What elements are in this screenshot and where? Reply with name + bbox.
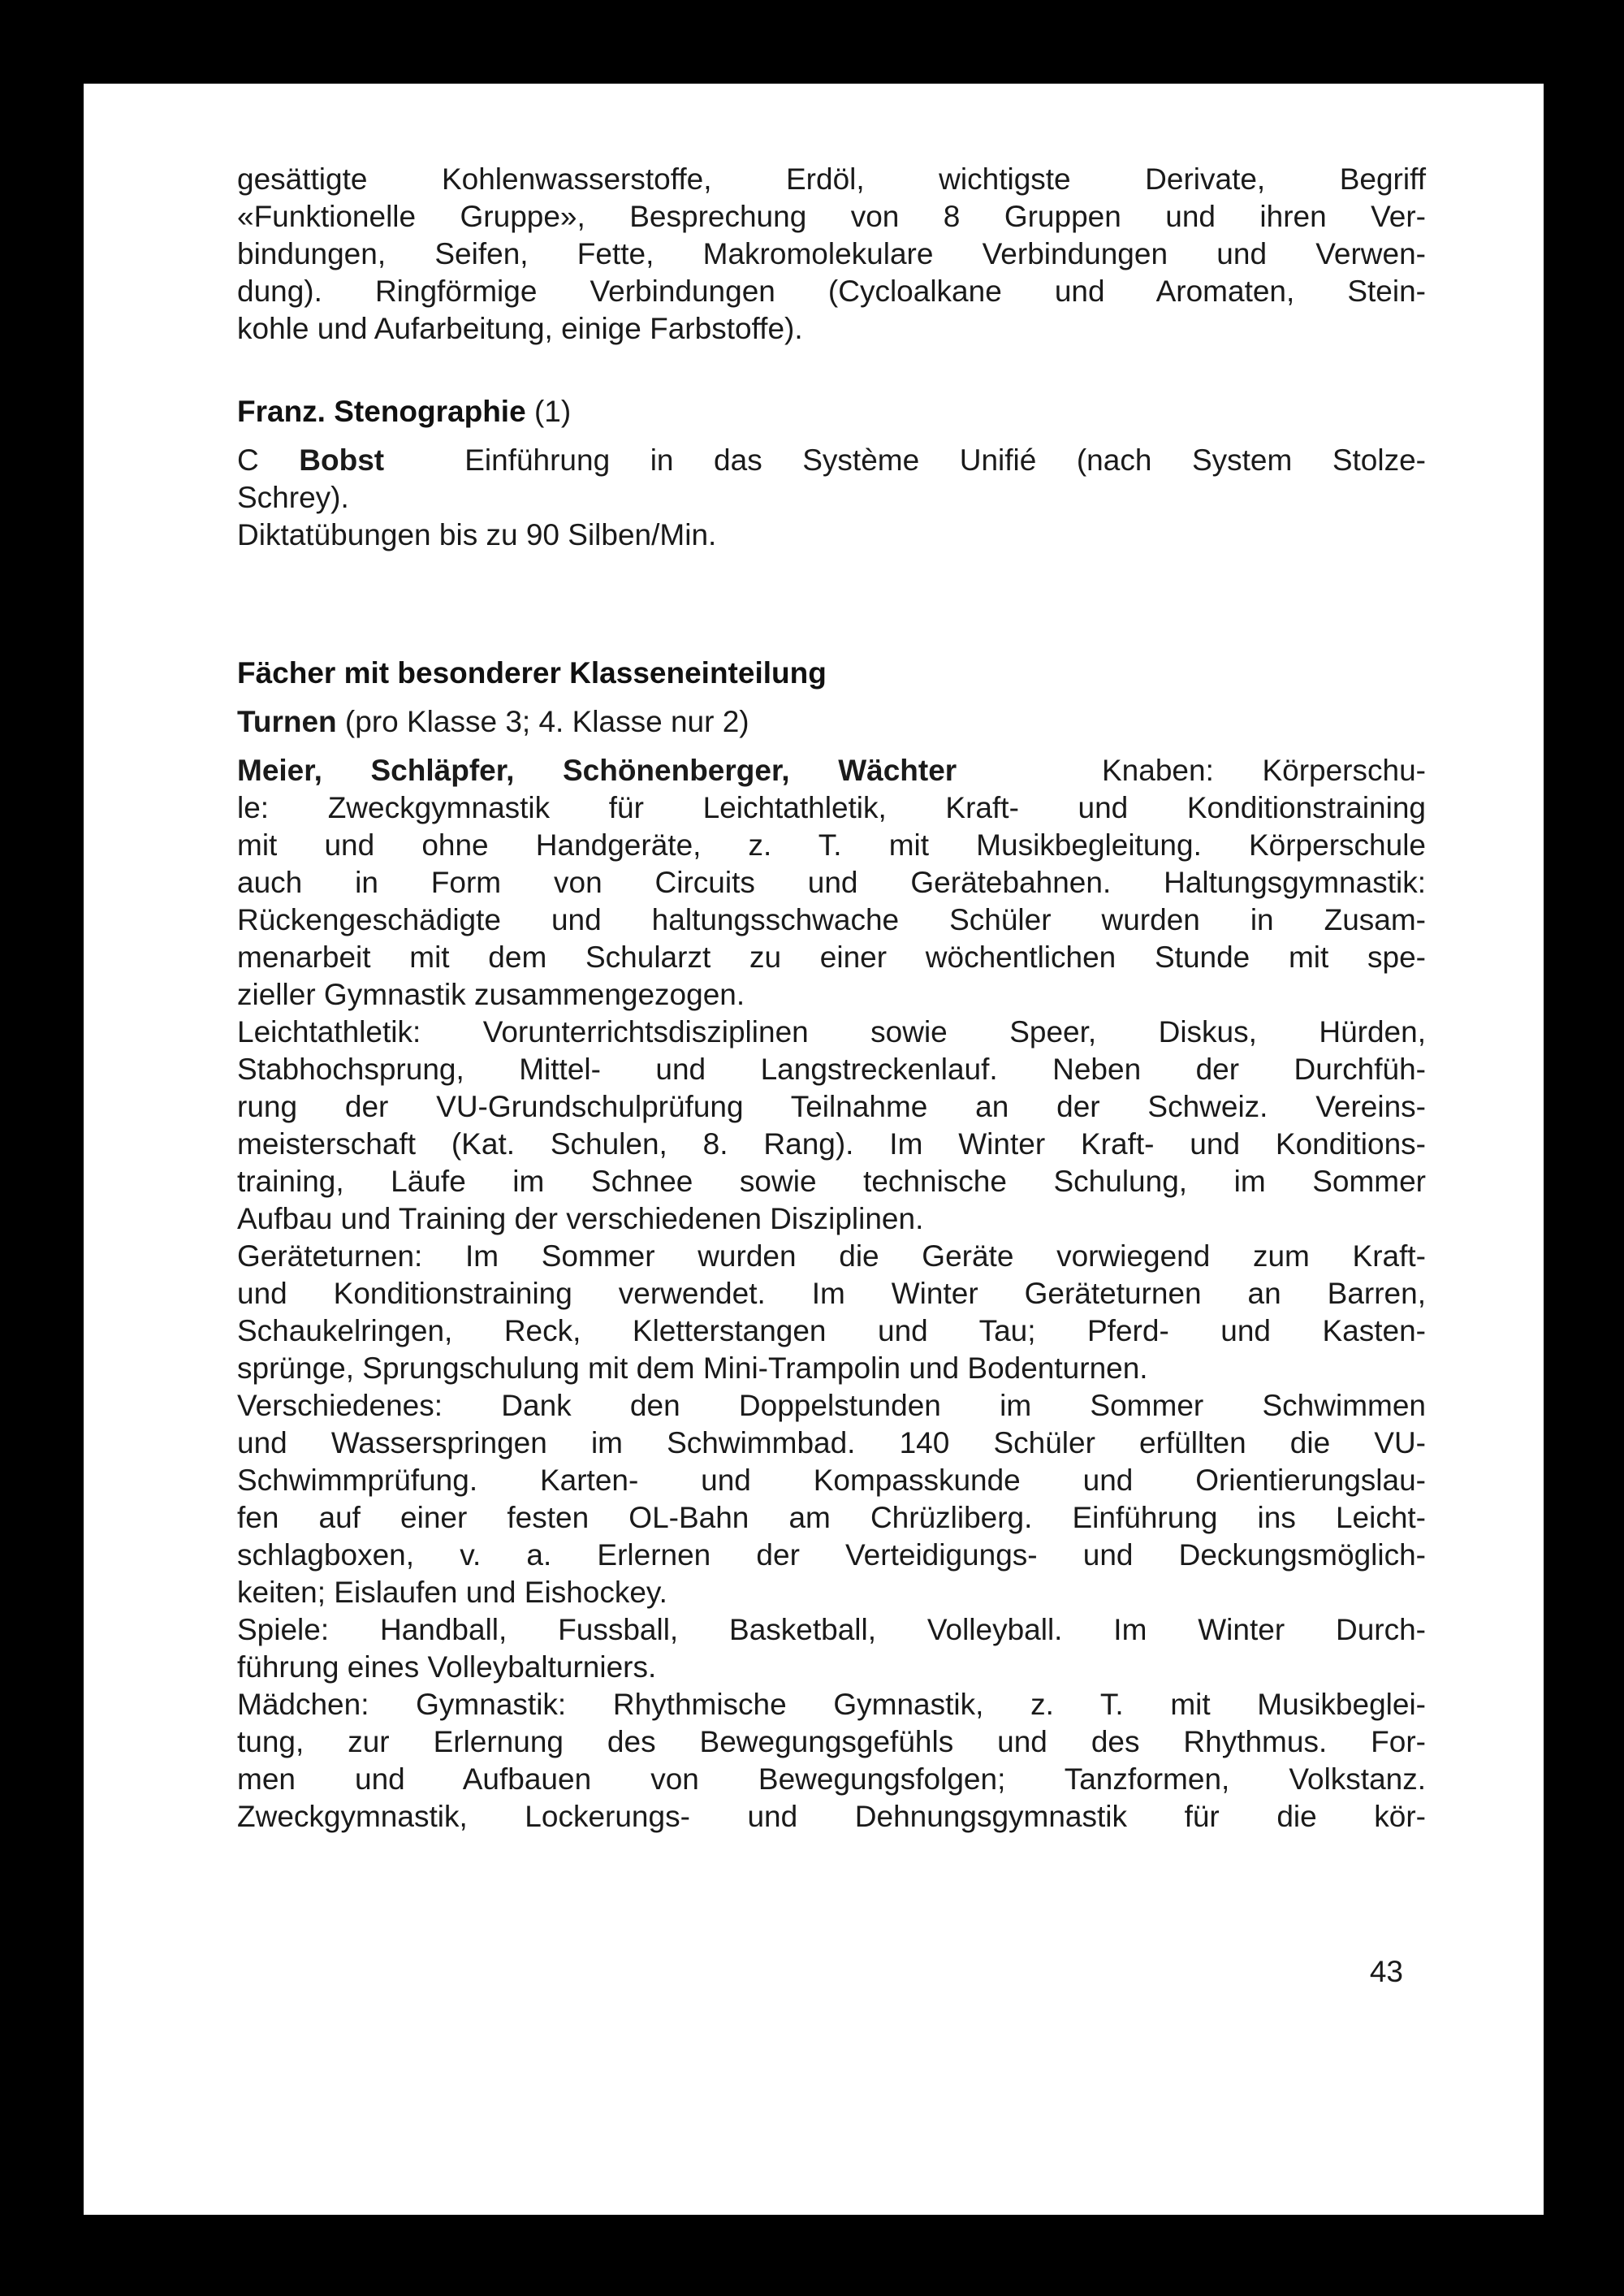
text-line: sprünge, Sprungschulung mit dem Mini-Trampolin und Bodenturnen. xyxy=(237,1351,1148,1385)
teacher-prefix: C xyxy=(237,443,259,477)
text-line: Aufbau und Training der verschiedenen Disziplinen. xyxy=(237,1202,924,1235)
page-body xyxy=(237,161,1426,1836)
text-line: mit und ohne Handgeräte, z. T. mit Musikbegleitung. Körperschule xyxy=(237,828,1426,862)
text-line: Diktatübungen bis zu 90 Silben/Min. xyxy=(237,518,717,551)
text-line: Zweckgymnastik, Lockerungs- und Dehnungsgymnastik für die kör- xyxy=(237,1800,1426,1833)
boys-intro: Knaben: Körperschu- xyxy=(1102,754,1426,787)
text-line: menarbeit mit dem Schularzt zu einer wöchentlichen Stunde mit spe- xyxy=(237,940,1426,974)
text-line: bindungen, Seifen, Fette, Makromolekulare Verbindungen und Verwen- xyxy=(237,237,1426,270)
text-line: Stabhochsprung, Mittel- und Langstreckenlauf. Neben der Durchfüh- xyxy=(237,1053,1426,1086)
text-line: training, Läufe im Schnee sowie technische Schulung, im Sommer xyxy=(237,1165,1426,1198)
steno-hours: (1) xyxy=(533,395,572,428)
text-line: zieller Gymnastik zusammengezogen. xyxy=(237,978,745,1011)
turnen-label: Turnen xyxy=(237,705,337,738)
text-line xyxy=(237,752,1426,789)
text-line: Verschiedenes: Dank den Doppelstunden im Sommer Schwimmen xyxy=(237,1389,1426,1422)
text-line: «Funktionelle Gruppe», Besprechung von 8 Gruppen und ihren Ver- xyxy=(237,200,1426,233)
section-heading xyxy=(237,393,1426,430)
teacher-name: Bobst xyxy=(299,443,385,477)
chemistry-paragraph xyxy=(237,161,1426,348)
text-line: und Wasserspringen im Schwimmbad. 140 Schüler erfüllten die VU- xyxy=(237,1426,1426,1459)
text-line xyxy=(237,442,1426,479)
steno-section xyxy=(237,393,1426,554)
text-line: rung der VU-Grundschulprüfung Teilnahme an der Schweiz. Vereins- xyxy=(237,1090,1426,1123)
text-line: fen auf einer festen OL-Bahn am Chrüzliberg. Einführung ins Leicht- xyxy=(237,1501,1426,1534)
steno-description: Einführung in das Système Unifié (nach System Stolze- xyxy=(464,443,1427,477)
page-number: 43 xyxy=(1369,1955,1403,1988)
turnen-hours: (pro Klasse 3; 4. Klasse nur 2) xyxy=(344,705,749,738)
text-line: men und Aufbauen von Bewegungsfolgen; Tanzformen, Volkstanz. xyxy=(237,1762,1426,1796)
text-line: Schaukelringen, Reck, Kletterstangen und Tau; Pferd- und Kasten- xyxy=(237,1314,1426,1347)
text-line: Leichtathletik: Vorunterrichtsdisziplinen sowie Speer, Diskus, Hürden, xyxy=(237,1015,1426,1049)
text-line: meisterschaft (Kat. Schulen, 8. Rang). Im Winter Kraft- und Konditions- xyxy=(237,1127,1426,1161)
text-line: Spiele: Handball, Fussball, Basketball, Volleyball. Im Winter Durch- xyxy=(237,1613,1426,1646)
text-line: Geräteturnen: Im Sommer wurden die Geräte vorwiegend zum Kraft- xyxy=(237,1239,1426,1273)
text-line: dung). Ringförmige Verbindungen (Cycloalkane und Aromaten, Stein- xyxy=(237,275,1426,308)
section-heading: Fächer mit besonderer Klasseneinteilung xyxy=(237,656,827,690)
text-line: gesättigte Kohlenwasserstoffe, Erdöl, wichtigste Derivate, Begriff xyxy=(237,162,1426,196)
text-line: führung eines Volleybalturniers. xyxy=(237,1650,657,1684)
text-line: keiten; Eislaufen und Eishockey. xyxy=(237,1576,667,1609)
turnen-heading xyxy=(237,703,1426,741)
text-line: auch in Form von Circuits und Gerätebahnen. Haltungsgymnastik: xyxy=(237,866,1426,899)
text-line: tung, zur Erlernung des Bewegungsgefühls und des Rhythmus. For- xyxy=(237,1725,1426,1758)
text-line: Schrey). xyxy=(237,481,349,514)
text-line: schlagboxen, v. a. Erlernen der Verteidigungs- und Deckungsmöglich- xyxy=(237,1538,1426,1572)
special-section xyxy=(237,655,1426,1836)
text-line: le: Zweckgymnastik für Leichtathletik, Kraft- und Konditionstraining xyxy=(237,791,1426,824)
steno-heading: Franz. Stenographie xyxy=(237,395,526,428)
text-line: Rückengeschädigte und haltungsschwache Schüler wurden in Zusam- xyxy=(237,903,1426,936)
text-line: Schwimmprüfung. Karten- und Kompasskunde und Orientierungslau- xyxy=(237,1464,1426,1497)
text-line: und Konditionstraining verwendet. Im Winter Geräteturnen an Barren, xyxy=(237,1277,1426,1310)
text-line: Mädchen: Gymnastik: Rhythmische Gymnastik, z. T. mit Musikbeglei- xyxy=(237,1688,1426,1721)
text-line: kohle und Aufarbeitung, einige Farbstoffe). xyxy=(237,312,803,345)
teachers-list: Meier, Schläpfer, Schönenberger, Wächter xyxy=(237,754,957,787)
